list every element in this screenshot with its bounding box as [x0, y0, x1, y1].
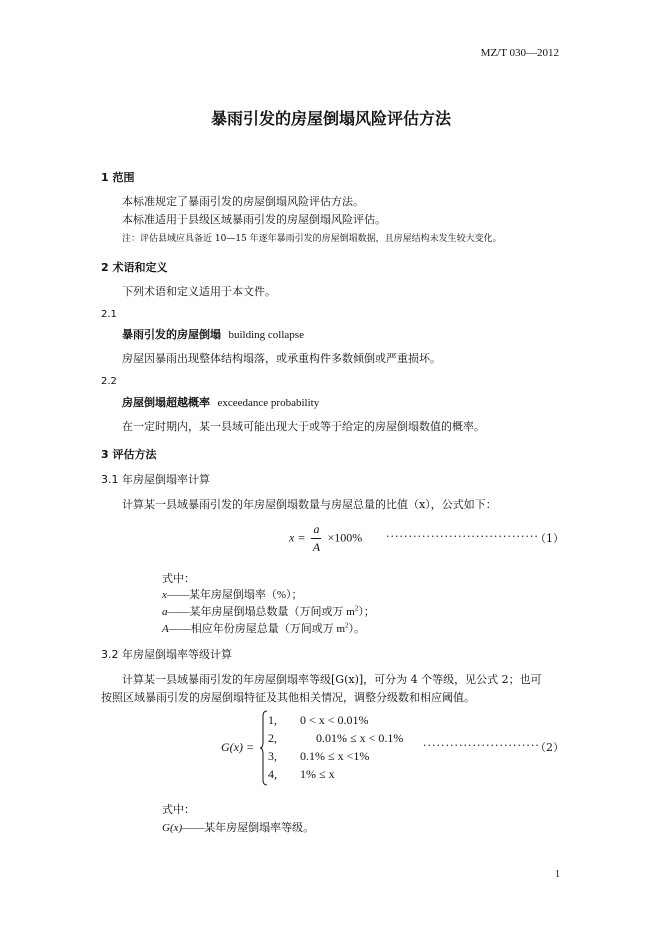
formula-1-denominator: A	[312, 540, 321, 554]
section-3-1-heading: 3.1 年房屋倒塌率计算	[101, 473, 210, 486]
formula-2-case-2-level: 2,	[268, 731, 277, 745]
term-2-2-definition: 在一定时期内，某一县域可能出现大于或等于给定的房屋倒塌数值的概率。	[122, 420, 485, 433]
section-3-1-intro: 计算某一县域暴雨引发的年房屋倒塌数量与房屋总量的比值（x），公式如下：	[122, 498, 497, 511]
section-3-heading: 3 评估方法	[101, 448, 157, 461]
formula-2-leader-dots: ··························	[423, 739, 540, 752]
formula-2-case-3-level: 3,	[268, 749, 277, 763]
formula-2-where: 式中：	[162, 803, 195, 816]
term-2-1-cn: 暴雨引发的房屋倒塌	[122, 328, 221, 341]
term-2-2-en: exceedance probability	[217, 397, 320, 409]
term-2-1-en: building collapse	[228, 329, 304, 341]
page-title: 暴雨引发的房屋倒塌风险评估方法	[210, 109, 451, 128]
standard-code: MZ/T 030—2012	[480, 47, 559, 59]
formula-2-number: （2）	[535, 741, 564, 754]
section-3-2-para-2: 按照区域暴雨引发的房屋倒塌特征及其他相关情况，调整分级数和相应阈值。	[101, 691, 475, 704]
page-number: 1	[555, 869, 560, 880]
formula-2-case-2-cond: 0.01% ≤ x < 0.1%	[316, 731, 404, 745]
section-2-intro: 下列术语和定义适用于本文件。	[122, 285, 276, 298]
formula-2-lhs: G(x) =	[221, 740, 255, 754]
formula-2-case-4-cond: 1% ≤ x	[300, 767, 335, 781]
section-1-heading: 1 范围	[101, 171, 135, 184]
var-x: x——某年房屋倒塌率（%）；	[162, 589, 303, 601]
formula-1-lhs: x =	[289, 530, 306, 545]
section-2-heading: 2 术语和定义	[101, 261, 168, 274]
formula-1-rhs: ×100%	[327, 530, 363, 545]
section-1-note: 注：评估县域应具备近 10—15 年逐年暴雨引发的房屋倒塌数据，且房屋结构未发生较大变化。	[122, 234, 502, 244]
section-1-line-1: 本标准规定了暴雨引发的房屋倒塌风险评估方法。	[122, 195, 364, 208]
term-2-2-title	[122, 394, 319, 410]
term-2-2-number: 2.2	[101, 376, 117, 387]
section-1-line-2: 本标准适用于县级区域暴雨引发的房屋倒塌风险评估。	[122, 213, 386, 226]
formula-2-case-3-cond: 0.1% ≤ x <1%	[300, 749, 370, 763]
term-2-1-title	[122, 326, 304, 342]
formula-2-case-1-cond: 0 < x < 0.01%	[300, 713, 369, 727]
section-3-2-para-1: 计算某一县域暴雨引发的年房屋倒塌率等级[G(x)]，可分为 4 个等级，见公式 2；也可	[122, 673, 542, 686]
term-2-1-definition: 房屋因暴雨出现整体结构塌落，或承重构件多数倾倒或严重损坏。	[122, 352, 441, 365]
formula-2-case-4-level: 4,	[268, 767, 277, 781]
formula-1-number: （1）	[535, 532, 564, 545]
formula-1-numerator: a	[311, 522, 321, 539]
term-2-1-number: 2.1	[101, 309, 117, 320]
section-3-2-heading: 3.2 年房屋倒塌率等级计算	[101, 648, 232, 661]
var-a: a——某年房屋倒塌总数量（万间或万 $m^2$）；	[162, 604, 375, 618]
var-A: A——相应年份房屋总量（万间或万 $m^2$）。	[162, 621, 366, 635]
term-2-2-cn: 房屋倒塌超越概率	[122, 396, 210, 409]
formula-1-where: 式中：	[162, 572, 195, 585]
formula-1	[289, 522, 362, 555]
formula-1-leader-dots: ··································	[386, 530, 539, 543]
var-Gx: G(x)——某年房屋倒塌率等级。	[162, 822, 315, 834]
formula-2-case-1-level: 1,	[268, 713, 277, 727]
